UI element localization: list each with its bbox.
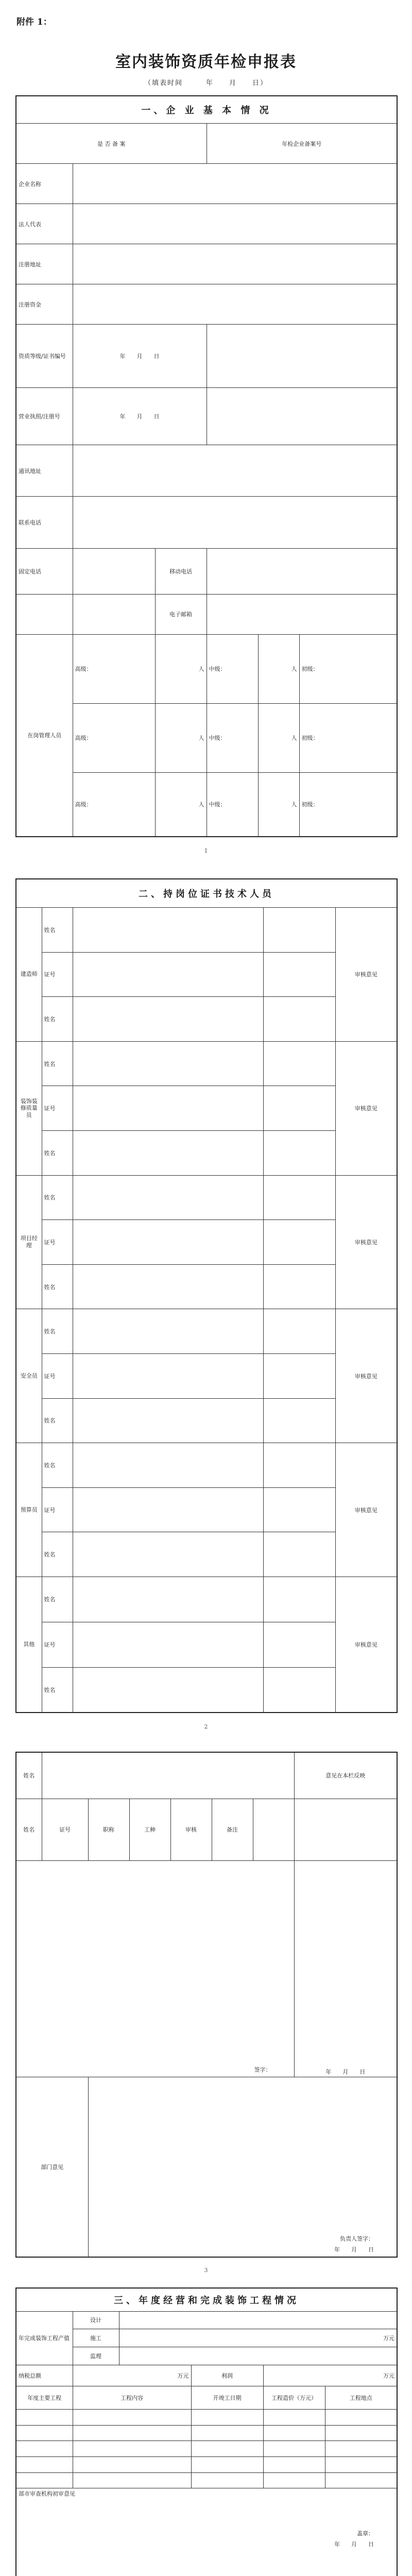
s3-seal: 盖章： xyxy=(357,2530,374,2537)
row-license: 营业执照/注册号 xyxy=(16,387,73,445)
s2b-name-value[interactable] xyxy=(42,1752,294,1799)
staff-junior-label: 初级： xyxy=(301,666,319,673)
staff-mid-unit-3: 人 xyxy=(291,801,297,808)
s3-tax-label: 纳税总额 xyxy=(16,2365,73,2386)
cat-budget: 预算员 xyxy=(16,1443,42,1577)
s3-col-dates: 开竣工日期 xyxy=(191,2386,263,2409)
cat6-name-label-2: 姓名 xyxy=(42,1667,73,1713)
cat6-name-label: 姓名 xyxy=(42,1577,73,1622)
mobile-phone-value[interactable] xyxy=(207,548,397,594)
s2b-h-cert: 证号 xyxy=(42,1799,88,1860)
s2b-date-1: 年 月 日 xyxy=(325,2068,366,2075)
cat1-review: 审核意见 xyxy=(335,907,397,1041)
page-number-1: 1 xyxy=(204,848,208,854)
reg-address-value[interactable] xyxy=(73,244,397,284)
cat4-name-value-2[interactable] xyxy=(73,1398,263,1443)
row-company-name: 企业名称 xyxy=(16,164,73,204)
cat1-cert-label: 证号 xyxy=(42,952,73,997)
staff-high-label-3: 高级： xyxy=(75,801,92,808)
s3-col-cost: 工程造价（万元） xyxy=(263,2386,325,2409)
qualification-value[interactable] xyxy=(207,325,397,388)
mobile-phone-label: 移动电话 xyxy=(155,548,207,594)
s3-date-1: 年 月 日 xyxy=(334,2541,374,2548)
staff-high-unit: 人 xyxy=(198,666,204,673)
cat2-cert-label: 证号 xyxy=(42,1086,73,1131)
row-legal-rep: 法人代表 xyxy=(16,204,73,244)
s2b-sign-label: 签字： xyxy=(254,2066,271,2073)
cat-quality: 装饰装修质量员 xyxy=(16,1041,42,1175)
s3-output-unit: 万元 xyxy=(119,2329,397,2347)
cat1-name-value-2[interactable] xyxy=(73,997,263,1042)
license-date: 年 月 日 xyxy=(73,387,207,445)
license-value[interactable] xyxy=(207,387,397,445)
cat5-name-value-2[interactable] xyxy=(73,1532,263,1577)
s2b-date-2: 年 月 日 xyxy=(334,2246,374,2253)
cat5-cert-value[interactable] xyxy=(73,1487,263,1532)
cat3-name-value-2[interactable] xyxy=(73,1264,263,1309)
section1-title: 一、企 业 基 本 情 况 xyxy=(16,96,397,124)
attachment-1-label: 附件 1： xyxy=(16,17,52,27)
legal-rep-value[interactable] xyxy=(73,204,397,244)
staff-mid-unit-2: 人 xyxy=(291,735,297,742)
s2b-dept-opinion: 部门意见 xyxy=(16,2077,88,2257)
s2b-name-label: 姓名 xyxy=(16,1752,42,1799)
cat1-name-label: 姓名 xyxy=(42,907,73,952)
section1-table xyxy=(15,95,398,837)
s3-profit-unit: 万元 xyxy=(263,2365,397,2386)
cat5-name-label: 姓名 xyxy=(42,1443,73,1488)
page-number-3: 3 xyxy=(204,2267,208,2274)
staff-high-unit-3: 人 xyxy=(198,801,204,808)
reg-capital-value[interactable] xyxy=(73,284,397,325)
s3-col-location: 工程地点 xyxy=(325,2386,397,2409)
s3-col-project: 年度主要工程 xyxy=(16,2386,73,2409)
s2b-h-audit: 审核 xyxy=(170,1799,212,1860)
section2-table xyxy=(15,878,398,1713)
cat6-cert-label: 证号 xyxy=(42,1622,73,1667)
s2b-h-remark: 备注 xyxy=(212,1799,253,1860)
qualification-date: 年 月 日 xyxy=(73,325,207,388)
staff-high-label: 高级： xyxy=(75,666,92,673)
cat4-cert-value[interactable] xyxy=(73,1354,263,1399)
cat5-name-value[interactable] xyxy=(73,1443,263,1488)
s3-construction-label: 施工 xyxy=(73,2329,119,2347)
cat-architect: 建造师 xyxy=(16,907,42,1041)
cat3-cert-label: 证号 xyxy=(42,1220,73,1265)
cat6-name-value[interactable] xyxy=(73,1577,263,1622)
cat2-name-label-2: 姓名 xyxy=(42,1130,73,1175)
cat3-name-value[interactable] xyxy=(73,1175,263,1220)
cat4-cert-label: 证号 xyxy=(42,1354,73,1399)
cat6-cert-value[interactable] xyxy=(73,1622,263,1667)
s2b-h-name: 姓名 xyxy=(16,1799,42,1860)
company-name-value[interactable] xyxy=(73,164,397,204)
cat6-name-value-2[interactable] xyxy=(73,1667,263,1713)
cat4-name-value[interactable] xyxy=(73,1309,263,1354)
cat3-name-label-2: 姓名 xyxy=(42,1264,73,1309)
cat-safety: 安全员 xyxy=(16,1309,42,1443)
cat5-cert-label: 证号 xyxy=(42,1487,73,1532)
cat5-review: 审核意见 xyxy=(335,1443,397,1577)
s3-design-label: 设计 xyxy=(73,2311,119,2329)
staff-mid-label: 中级： xyxy=(209,666,226,673)
staff-high-unit-2: 人 xyxy=(198,735,204,742)
row-contact-phone: 联系电话 xyxy=(16,497,73,548)
registration-no-label: 年检企业备案号 xyxy=(207,124,397,164)
cat2-name-label: 姓名 xyxy=(42,1041,73,1086)
s3-supervise-label: 监理 xyxy=(73,2347,119,2365)
s3-output-label: 年完成装饰工程产值 xyxy=(16,2311,73,2365)
cat1-cert-value[interactable] xyxy=(73,952,263,997)
s2b-right-note: 意见在本栏反映 xyxy=(294,1752,397,1799)
is-registered-label: 是 否 备 案 xyxy=(16,124,207,164)
fixed-phone-value[interactable] xyxy=(73,548,155,594)
staff-high-label-2: 高级： xyxy=(75,735,92,742)
row-qualification: 资质等级/证书编号 xyxy=(16,325,73,388)
s2b-h-trade: 工种 xyxy=(129,1799,170,1860)
cat-other: 其他 xyxy=(16,1577,42,1713)
staff-junior-label-2: 初级： xyxy=(301,735,319,742)
cat4-name-label-2: 姓名 xyxy=(42,1398,73,1443)
cat1-name-label-2: 姓名 xyxy=(42,997,73,1042)
staff-junior-label-3: 初级： xyxy=(301,801,319,808)
staff-mid-unit: 人 xyxy=(291,666,297,673)
row-reg-capital: 注册资金 xyxy=(16,284,73,325)
email-value[interactable] xyxy=(207,594,397,634)
cat-pm: 项目经理 xyxy=(16,1175,42,1309)
cat3-review: 审核意见 xyxy=(335,1175,397,1309)
page-number-2: 2 xyxy=(204,1723,208,1730)
row-staff: 在岗管理人员 xyxy=(16,634,73,837)
s2b-responsible: 负责人签字： xyxy=(340,2235,374,2243)
cat2-review: 审核意见 xyxy=(335,1041,397,1175)
cat2-name-value[interactable] xyxy=(73,1041,263,1086)
cat2-name-value-2[interactable] xyxy=(73,1130,263,1175)
doc1-fill-date: （填表时间 年 月 日） xyxy=(144,79,268,87)
s2b-h-title: 职称 xyxy=(88,1799,129,1860)
row-reg-address: 注册地址 xyxy=(16,244,73,284)
mail-address-value[interactable] xyxy=(73,445,397,497)
contact-phone-value[interactable] xyxy=(73,497,397,548)
staff-mid-label-3: 中级： xyxy=(209,801,226,808)
cat3-name-label: 姓名 xyxy=(42,1175,73,1220)
cat4-name-label: 姓名 xyxy=(42,1309,73,1354)
cat6-review: 审核意见 xyxy=(335,1577,397,1713)
cat5-name-label-2: 姓名 xyxy=(42,1532,73,1577)
row-fixed-phone: 固定电话 xyxy=(16,548,73,594)
cat4-review: 审核意见 xyxy=(335,1309,397,1443)
cat2-cert-value[interactable] xyxy=(73,1086,263,1131)
section3-table xyxy=(15,2287,398,2576)
email-label: 电子邮箱 xyxy=(155,594,207,634)
section2b-table xyxy=(15,1752,398,2258)
s3-profit-label: 利润 xyxy=(191,2365,263,2386)
s3-review-dept: 部市审查机构初审意见 xyxy=(19,2490,75,2498)
row-mail-address: 通讯地址 xyxy=(16,445,73,497)
cat1-name-value[interactable] xyxy=(73,907,263,952)
doc1-title: 室内装饰资质年检申报表 xyxy=(115,53,297,71)
staff-mid-label-2: 中级： xyxy=(209,735,226,742)
cat3-cert-value[interactable] xyxy=(73,1220,263,1265)
section3-title: 三、年度经营和完成装饰工程情况 xyxy=(16,2288,397,2311)
s3-col-content: 工程内容 xyxy=(73,2386,191,2409)
s3-tax-unit: 万元 xyxy=(73,2365,191,2386)
section2-title: 二、持岗位证书技术人员 xyxy=(16,879,397,907)
